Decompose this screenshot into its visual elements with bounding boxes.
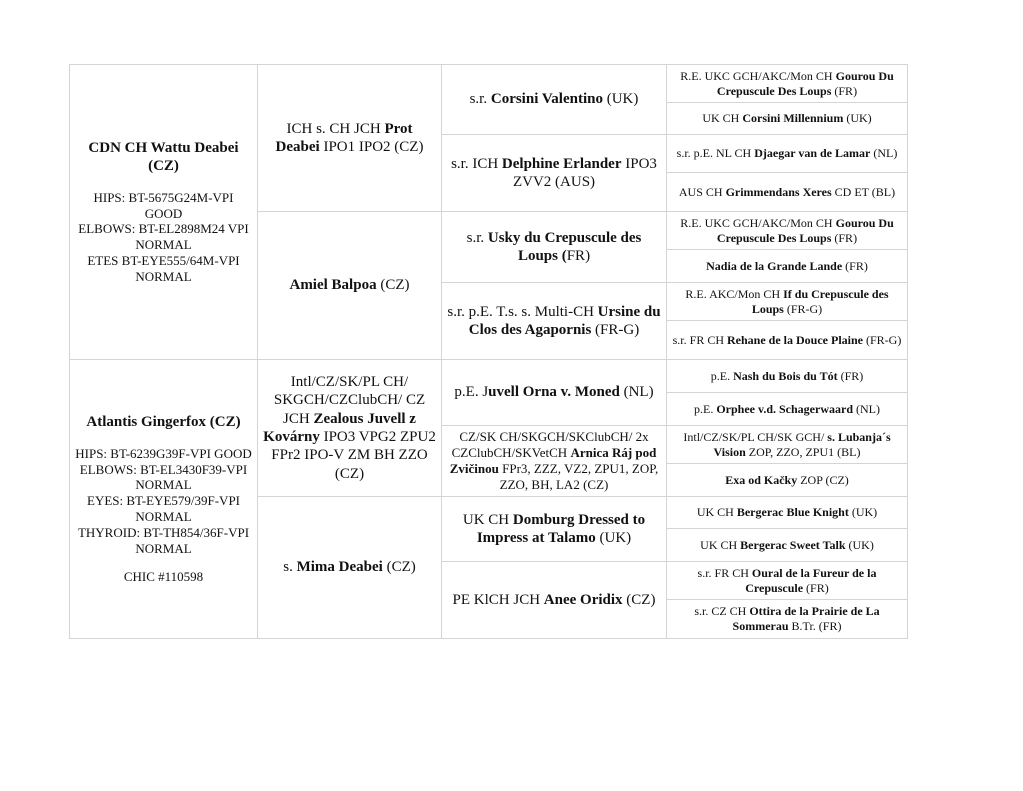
health-line: HIPS: BT-5675G24M-VPI GOOD <box>93 189 234 221</box>
ancestor-name: Corsini Millennium <box>742 111 844 126</box>
ancestor-cell: R.E. UKC GCH/AKC/Mon CH Gourou Du Crepuscule Des Loups (FR) <box>667 212 908 250</box>
health-line: EYES: BT-EYE579/39F-VPI NORMAL <box>87 493 240 525</box>
ancestor-cell: R.E. AKC/Mon CH If du Crepuscule des Loups (FR-G) <box>667 283 908 321</box>
ancestor-name: Arnica Ráj pod Zvičinou <box>449 445 657 476</box>
ancestor-name: Gourou Du Crepuscule Des Loups <box>716 68 894 98</box>
ancestor-cell: CZ/SK CH/SKGCH/SKClubCH/ 2x CZClubCH/SKVetCH Arnica Ráj pod Zvičinou FPr3, ZZZ, VZ2, ZPU1, ZOP, ZZO, BH, LA2 (CZ) <box>442 426 667 497</box>
ancestor-name: Nash du Bois du Tót <box>733 368 838 383</box>
ancestor-cell: Nadia de la Grande Lande (FR) <box>667 250 908 283</box>
ancestor-cell: s.r. CZ CH Ottira de la Prairie de La Sommerau B.Tr. (FR) <box>667 600 908 639</box>
ancestor-cell: UK CH Domburg Dressed to Impress at Talamo (UK) <box>442 497 667 562</box>
ancestor-name: Mima Deabei <box>296 559 383 576</box>
ancestor-name: Ursine du Clos des Agapornis <box>468 303 661 338</box>
sire-health <box>75 190 252 285</box>
ancestor-name: Prot Deabei <box>275 120 413 155</box>
ancestor-name: Grimmendans Xeres <box>725 184 832 199</box>
ancestor-cell: UK CH Bergerac Blue Knight (UK) <box>667 497 908 529</box>
ancestor-name: Oural de la Fureur de la Crepuscule <box>745 565 877 595</box>
ancestor-name: Nadia de la Grande Lande <box>706 258 843 273</box>
ancestor-name: Amiel Balpoa <box>289 277 377 294</box>
ancestor-cell: Intl/CZ/SK/PL CH/SK GCH/ s. Lubanja´s Vision ZOP, ZZO, ZPU1 (BL) <box>667 426 908 464</box>
ancestor-name: Domburg Dressed to Impress at Talamo <box>476 511 646 546</box>
ancestor-name: Zealous Juvell z Kovárny <box>263 410 416 445</box>
ancestor-cell: UK CH Bergerac Sweet Talk (UK) <box>667 529 908 562</box>
ancestor-cell: PE KlCH JCH Anee Oridix (CZ) <box>442 562 667 639</box>
health-line: ELBOWS: BT-EL2898M24 VPI NORMAL <box>78 221 249 253</box>
ancestor-name: Delphine Erlander <box>501 155 622 172</box>
ancestor-cell: s.r. ICH Delphine Erlander IPO3 ZVV2 (AUS) <box>442 135 667 212</box>
health-line: HIPS: BT-6239G39F-VPI GOOD <box>75 445 252 461</box>
ancestor-name: Bergerac Blue Knight <box>736 505 849 520</box>
ancestor-cell: p.E. Nash du Bois du Tót (FR) <box>667 360 908 393</box>
ancestor-name: Orphee v.d. Schagerwaard <box>716 401 853 416</box>
ancestor-name: Anee Oridix <box>543 591 623 608</box>
health-line: ELBOWS: BT-EL3430F39-VPI NORMAL <box>79 461 248 493</box>
pedigree-table <box>69 64 908 639</box>
chic-number: CHIC #110598 <box>123 568 204 584</box>
dam-cell <box>70 360 258 639</box>
dam-name: Atlantis Gingerfox (CZ) <box>86 414 241 431</box>
ancestor-name: Gourou Du Crepuscule Des Loups <box>716 215 894 245</box>
ancestor-name: uvell Orna v. Moned <box>488 384 620 401</box>
ancestor-cell: s.r. Corsini Valentino (UK) <box>442 65 667 135</box>
ancestor-cell: R.E. UKC GCH/AKC/Mon CH Gourou Du Crepuscule Des Loups (FR) <box>667 65 908 103</box>
ancestor-name: Bergerac Sweet Talk <box>740 537 846 552</box>
ancestor-name: Exa od Kačky <box>725 472 798 487</box>
ancestor-cell: ICH s. CH JCH Prot Deabei IPO1 IPO2 (CZ) <box>258 65 442 212</box>
ancestor-name: Corsini Valentino <box>490 91 603 108</box>
ancestor-cell: AUS CH Grimmendans Xeres CD ET (BL) <box>667 173 908 212</box>
ancestor-cell: s. Mima Deabei (CZ) <box>258 497 442 639</box>
ancestor-cell: s.r. p.E. T.s. s. Multi-CH Ursine du Clos des Agapornis (FR-G) <box>442 283 667 360</box>
ancestor-name: If du Crepuscule des Loups <box>751 286 889 316</box>
ancestor-name: Rehane de la Douce Plaine <box>727 332 863 347</box>
sire-name: CDN CH Wattu Deabei (CZ) <box>88 140 239 175</box>
dam-health <box>75 446 252 557</box>
health-line: THYROID: BT-TH854/36F-VPI NORMAL <box>77 525 250 556</box>
ancestor-cell: s.r. p.E. NL CH Djaegar van de Lamar (NL) <box>667 135 908 173</box>
ancestor-cell: s.r. FR CH Rehane de la Douce Plaine (FR-G) <box>667 321 908 360</box>
ancestor-cell: s.r. Usky du Crepuscule des Loups (FR) <box>442 212 667 283</box>
ancestor-cell: Exa od Kačky ZOP (CZ) <box>667 464 908 497</box>
ancestor-name: Djaegar van de Lamar <box>754 146 871 161</box>
ancestor-cell: Intl/CZ/SK/PL CH/ SKGCH/CZClubCH/ CZ JCH Zealous Juvell z Kovárny IPO3 VPG2 ZPU2 FPr2 IPO-V ZM BH ZZO (CZ) <box>258 360 442 497</box>
ancestor-name: Usky du Crepuscule des Loups ( <box>487 229 642 264</box>
ancestor-cell: p.E. Juvell Orna v. Moned (NL) <box>442 360 667 426</box>
ancestor-cell: s.r. FR CH Oural de la Fureur de la Crepuscule (FR) <box>667 562 908 600</box>
ancestor-cell: Amiel Balpoa (CZ) <box>258 212 442 360</box>
ancestor-name: s. Lubanja´s Vision <box>713 429 891 459</box>
health-line: ETES BT-EYE555/64M-VPI NORMAL <box>87 253 240 285</box>
ancestor-cell: p.E. Orphee v.d. Schagerwaard (NL) <box>667 393 908 426</box>
ancestor-cell: UK CH Corsini Millennium (UK) <box>667 103 908 135</box>
ancestor-name: Ottira de la Prairie de La Sommerau <box>732 604 880 633</box>
sire-cell <box>70 65 258 360</box>
